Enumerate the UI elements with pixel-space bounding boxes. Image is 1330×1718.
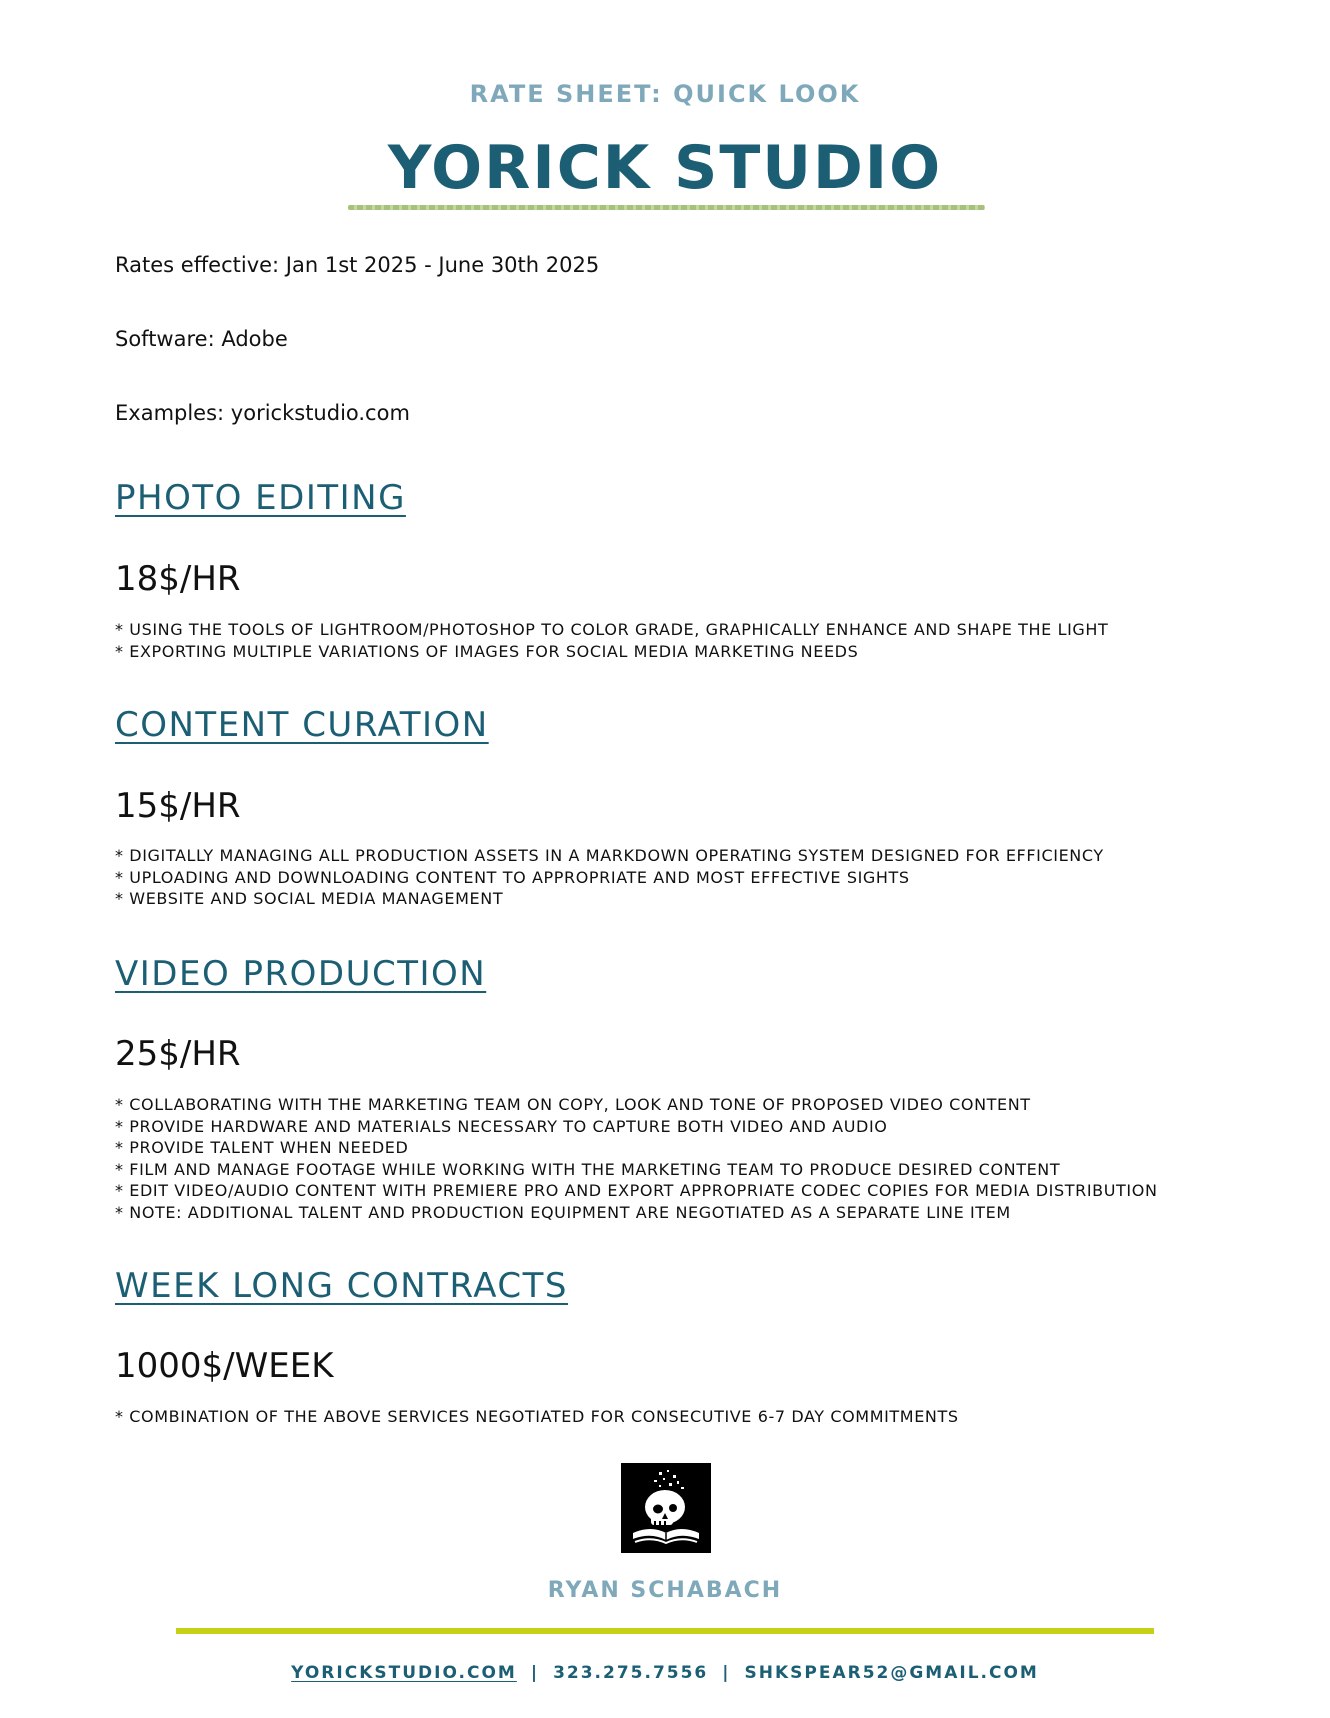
phone-number[interactable]: 323.275.7556 — [553, 1663, 709, 1683]
skull-book-logo-icon — [621, 1463, 711, 1553]
title-divider — [348, 205, 985, 210]
list-item: * DIGITALLY MANAGING ALL PRODUCTION ASSETS IN A MARKDOWN OPERATING SYSTEM DESIGNED FOR EFFICIENCY — [115, 846, 1104, 865]
list-item: * COMBINATION OF THE ABOVE SERVICES NEGOTIATED FOR CONSECUTIVE 6-7 DAY COMMITMENTS — [115, 1407, 959, 1426]
website-link[interactable]: YORICKSTUDIO.COM — [291, 1663, 517, 1683]
list-item: * FILM AND MANAGE FOOTAGE WHILE WORKING WITH THE MARKETING TEAM TO PRODUCE DESIRED CONTENT — [115, 1159, 1061, 1179]
separator: | — [722, 1663, 731, 1683]
list-item: * USING THE TOOLS OF LIGHTROOM/PHOTOSHOP TO COLOR GRADE, GRAPHICALLY ENHANCE AND SHAPE THE LIGHT — [115, 620, 1109, 639]
section-heading-photo-editing[interactable]: PHOTO EDITING — [115, 478, 406, 518]
page-title: YORICK STUDIO — [387, 133, 943, 203]
list-item: * EDIT VIDEO/AUDIO CONTENT WITH PREMIERE PRO AND EXPORT APPROPRIATE CODEC COPIES FOR MEDIA DISTRIBUTION — [115, 1181, 1158, 1200]
bullet-list-video-production — [115, 1094, 1295, 1223]
list-item: * WEBSITE AND SOCIAL MEDIA MANAGEMENT — [115, 889, 504, 908]
footer-contact — [0, 1663, 1330, 1683]
rate-week-long-contracts: 1000$/WEEK — [115, 1346, 334, 1386]
list-item: * UPLOADING AND DOWNLOADING CONTENT TO APPROPRIATE AND MOST EFFECTIVE SIGHTS — [115, 867, 910, 887]
list-item: * EXPORTING MULTIPLE VARIATIONS OF IMAGES FOR SOCIAL MEDIA MARKETING NEEDS — [115, 641, 859, 661]
section-heading-week-long-contracts[interactable]: WEEK LONG CONTRACTS — [115, 1266, 568, 1306]
bullet-list-content-curation — [115, 845, 1295, 910]
rates-effective-text: Rates effective: Jan 1st 2025 - June 30th 2025 — [115, 253, 600, 277]
examples-text: Examples: yorickstudio.com — [115, 401, 410, 425]
list-item: * PROVIDE TALENT WHEN NEEDED — [115, 1138, 409, 1157]
email-link[interactable]: SHKSPEAR52@GMAIL.COM — [744, 1663, 1039, 1683]
rate-video-production: 25$/HR — [115, 1034, 241, 1074]
page-subtitle: RATE SHEET: QUICK LOOK — [469, 80, 861, 108]
bullet-list-photo-editing — [115, 619, 1295, 662]
section-heading-video-production[interactable]: VIDEO PRODUCTION — [115, 954, 487, 994]
software-text: Software: Adobe — [115, 327, 288, 351]
footer-divider — [176, 1628, 1154, 1634]
bullet-list-week-long-contracts — [115, 1406, 1295, 1428]
separator: | — [530, 1663, 540, 1683]
list-item: * NOTE: ADDITIONAL TALENT AND PRODUCTION EQUIPMENT ARE NEGOTIATED AS A SEPARATE LINE ITEM — [115, 1202, 1011, 1222]
rate-content-curation: 15$/HR — [115, 786, 241, 826]
list-item: * COLLABORATING WITH THE MARKETING TEAM ON COPY, LOOK AND TONE OF PROPOSED VIDEO CONTENT — [115, 1095, 1031, 1114]
list-item: * PROVIDE HARDWARE AND MATERIALS NECESSARY TO CAPTURE BOTH VIDEO AND AUDIO — [115, 1116, 888, 1136]
section-heading-content-curation[interactable]: CONTENT CURATION — [115, 705, 489, 745]
owner-name: RYAN SCHABACH — [547, 1578, 783, 1603]
rate-photo-editing: 18$/HR — [115, 559, 241, 599]
